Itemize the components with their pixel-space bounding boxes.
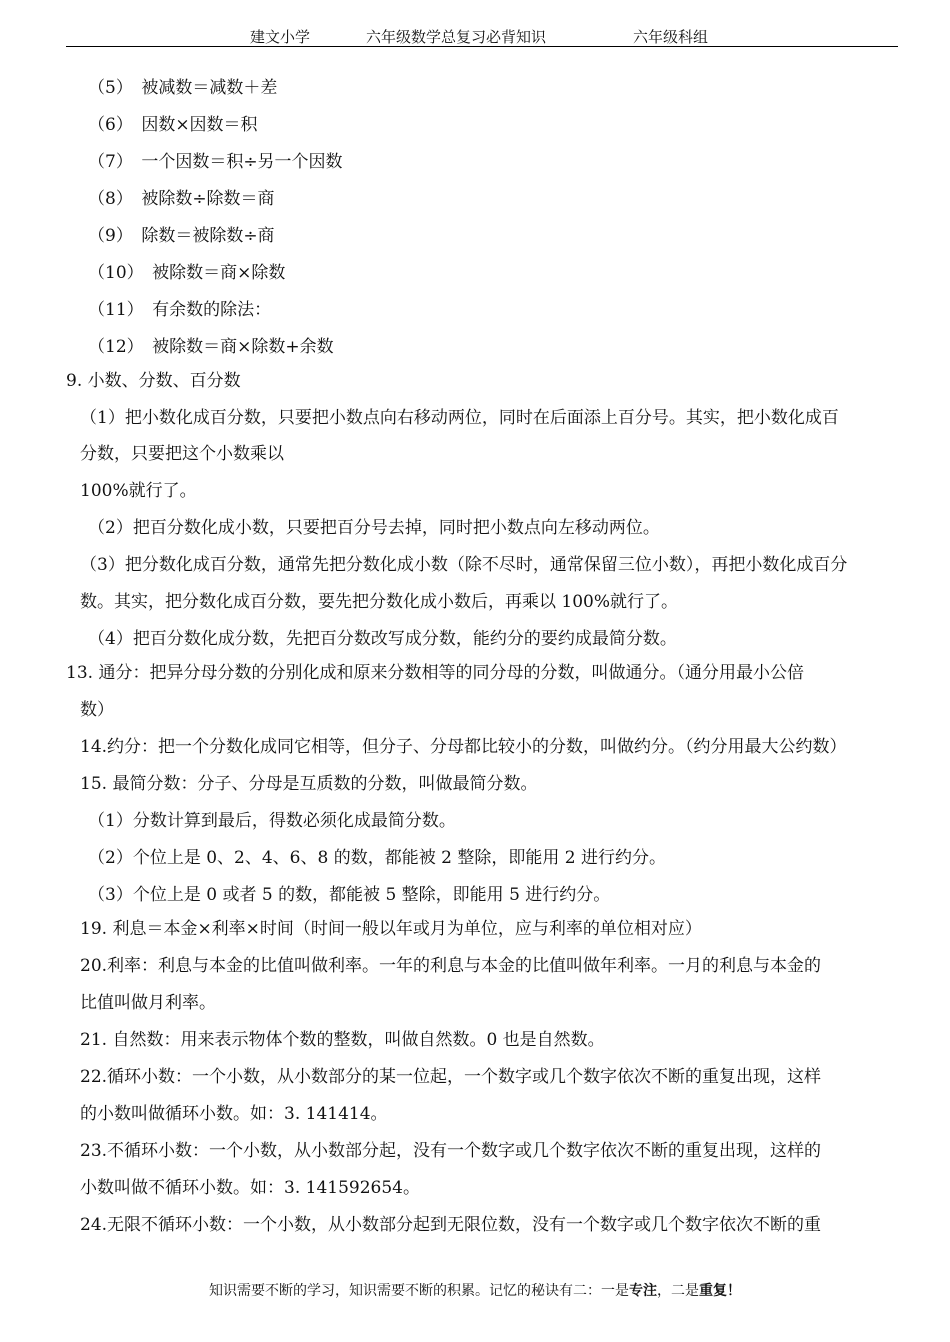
text-line: （3）把分数化成百分数，通常先把分数化成小数（除不尽时，通常保留三位小数），再把小数化成百分 — [80, 555, 848, 575]
header-title: 六年级数学总复习必背知识 — [366, 28, 547, 46]
text-line: 20.利率：利息与本金的比值叫做利率。一年的利息与本金的比值叫做年利率。一月的利息与本金的 — [80, 956, 822, 976]
text-line: （12） 被除数＝商×除数+余数 — [88, 337, 334, 357]
text-line: （11） 有余数的除法： — [88, 300, 272, 320]
text-line: （2）个位上是 0、2、4、6、8 的数，都能被 2 整除，即能用 2 进行约分。 — [88, 848, 666, 868]
text-line: 的小数叫做循环小数。如：3. 141414。 — [80, 1104, 388, 1124]
text-line: （1）把小数化成百分数，只要把小数点向右移动两位，同时在后面添上百分号。其实，把小数化成百 — [80, 408, 839, 428]
text-line: 13. 通分：把异分母分数的分别化成和原来分数相等的同分母的分数，叫做通分。（通分用最小公倍 — [66, 663, 804, 683]
text-line: （6） 因数×因数＝积 — [88, 115, 258, 135]
text-line: 19. 利息＝本金×利率×时间（时间一般以年或月为单位，应与利率的单位相对应） — [80, 919, 702, 939]
footer-bold-repeat: 重复 — [699, 1283, 727, 1299]
section-heading: 9. 小数、分数、百分数 — [66, 371, 241, 391]
text-line: 比值叫做月利率。 — [80, 993, 216, 1013]
text-line: （1）分数计算到最后，得数必须化成最简分数。 — [88, 811, 456, 831]
text-line: 23.不循环小数：一个小数，从小数部分起，没有一个数字或几个数字依次不断的重复出现，这样的 — [80, 1141, 822, 1161]
text-line: 14.约分：把一个分数化成同它相等，但分子、分母都比较小的分数，叫做约分。（约分用最大公约数） — [80, 737, 847, 757]
text-line: 分数，只要把这个小数乘以 — [80, 444, 284, 464]
header-school: 建文小学 — [250, 28, 311, 46]
text-line: （5） 被减数＝减数＋差 — [88, 78, 278, 98]
text-line: 小数叫做不循环小数。如：3. 141592654。 — [80, 1178, 420, 1198]
text-line: 15. 最简分数：分子、分母是互质数的分数，叫做最简分数。 — [80, 774, 538, 794]
text-line: 21. 自然数：用来表示物体个数的整数，叫做自然数。0 也是自然数。 — [80, 1030, 605, 1050]
text-line: （7） 一个因数＝积÷另一个因数 — [88, 152, 343, 172]
text-line: （8） 被除数÷除数＝商 — [88, 189, 275, 209]
footer-text: 知识需要不断的学习，知识需要不断的积累。记忆的秘诀有二：一是 — [209, 1283, 629, 1299]
text-line: 100%就行了。 — [80, 481, 197, 501]
text-line: 数。其实，把分数化成百分数，要先把分数化成小数后，再乘以 100%就行了。 — [80, 592, 679, 612]
text-line: （10） 被除数＝商×除数 — [88, 263, 286, 283]
text-line: （2）把百分数化成小数，只要把百分号去掉，同时把小数点向左移动两位。 — [88, 518, 660, 538]
header-group: 六年级科组 — [633, 28, 709, 46]
text-line: （4）把百分数化成分数，先把百分数改写成分数，能约分的要约成最简分数。 — [88, 629, 677, 649]
text-line: 22.循环小数：一个小数，从小数部分的某一位起，一个数字或几个数字依次不断的重复出现，这样 — [80, 1067, 822, 1087]
footer-bold-focus: 专注 — [629, 1283, 657, 1299]
footer-end: ！ — [727, 1283, 741, 1299]
text-line: 24.无限不循环小数：一个小数，从小数部分起到无限位数，没有一个数字或几个数字依次不断的重 — [80, 1215, 822, 1235]
text-line: 数） — [80, 700, 114, 720]
text-line: （9） 除数＝被除数÷商 — [88, 226, 275, 246]
page-footer — [0, 1280, 950, 1300]
page-header — [66, 24, 898, 47]
text-line: （3）个位上是 0 或者 5 的数，都能被 5 整除，即能用 5 进行约分。 — [88, 885, 611, 905]
footer-mid: ，二是 — [657, 1283, 699, 1299]
